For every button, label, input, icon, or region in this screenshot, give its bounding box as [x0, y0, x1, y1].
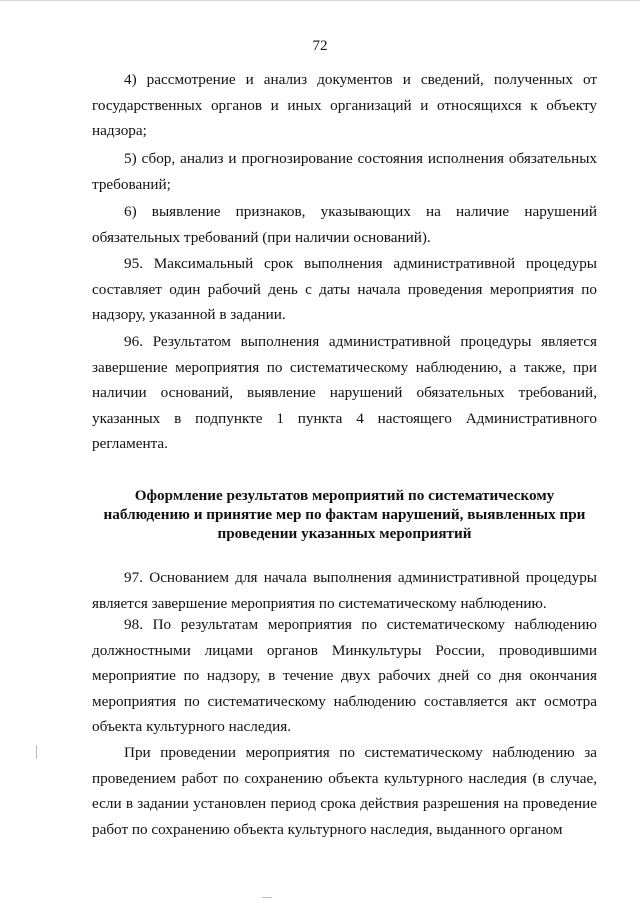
- paragraph-continuation: При проведении мероприятия по систематическому наблюдению за проведением работ по сохранению объекта культурного наследия (в случае, если в задании установлен период срока действия разрешения на проведение работ по сохранению объекта культурного наследия, выданного органом: [92, 744, 597, 838]
- section-heading: [92, 486, 597, 543]
- scan-artifact-left: [36, 745, 37, 759]
- paragraph-item-6: 6) выявление признаков, указывающих на наличие нарушений обязательных требований (при наличии оснований).: [92, 203, 597, 246]
- section-heading-line-2: наблюдению и принятие мер по фактам нарушений, выявленных при: [103, 506, 586, 523]
- paragraph-96: 96. Результатом выполнения административной процедуры является завершение мероприятия по систематическому наблюдению, а также, при наличии оснований, выявление нарушений обязательных требований, указанных в подпункте 1 пункта 4 настоящего Административного регламента.: [92, 333, 597, 452]
- page-top-edge: [0, 0, 640, 1]
- page-number: 72: [312, 38, 328, 54]
- paragraph-97: 97. Основанием для начала выполнения административной процедуры является завершение мероприятия по систематическому наблюдению.: [92, 569, 597, 612]
- section-heading-line-3: проведении указанных мероприятий: [217, 525, 472, 542]
- paragraph-98: 98. По результатам мероприятия по систематическому наблюдению должностными лицами органов Минкультуры России, проводившими мероприятие по надзору, в течение двух рабочих дней со дня окончания мероприятия по систематическому наблюдению составляется акт осмотра объекта культурного наследия.: [92, 616, 597, 735]
- paragraph-95: 95. Максимальный срок выполнения административной процедуры составляет один рабочий день с даты начала проведения мероприятия по надзору, указанной в задании.: [92, 255, 597, 323]
- section-heading-line-1: Оформление результатов мероприятий по систематическому: [134, 487, 555, 504]
- paragraph-item-4: 4) рассмотрение и анализ документов и сведений, полученных от государственных органов и иных организаций и относящихся к объекту надзора;: [92, 71, 597, 139]
- scan-artifact-bottom: [262, 897, 272, 898]
- paragraph-item-5: 5) сбор, анализ и прогнозирование состояния исполнения обязательных требований;: [92, 150, 597, 193]
